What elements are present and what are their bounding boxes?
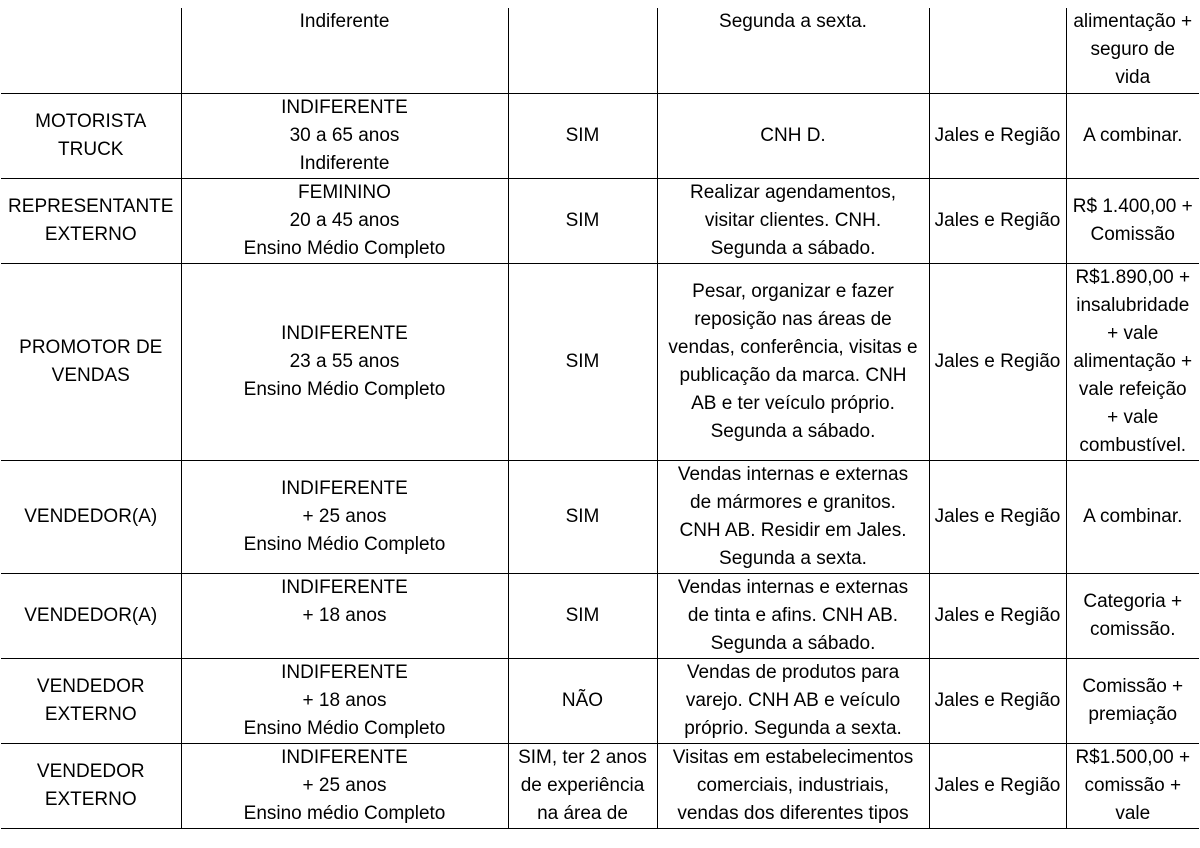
salary-cell: A combinar. bbox=[1066, 460, 1199, 573]
experience-cell: SIM bbox=[508, 263, 657, 460]
job-title-cell: REPRESENTANTE EXTERNO bbox=[1, 178, 181, 263]
experience-cell: SIM, ter 2 anos de experiência na área de bbox=[508, 743, 657, 828]
table-row bbox=[1, 178, 1199, 263]
table-row bbox=[1, 460, 1199, 573]
table-row bbox=[1, 743, 1199, 828]
requirements-cell: Realizar agendamentos, visitar clientes. CNH. Segunda a sábado. bbox=[657, 178, 929, 263]
salary-cell: Comissão + premiação bbox=[1066, 658, 1199, 743]
location-cell: Jales e Região bbox=[929, 178, 1066, 263]
location-cell: Jales e Região bbox=[929, 658, 1066, 743]
profile-cell: INDIFERENTE + 25 anos Ensino médio Completo bbox=[181, 743, 508, 828]
table-row bbox=[1, 93, 1199, 178]
table-row bbox=[1, 8, 1199, 93]
requirements-cell: Segunda a sexta. bbox=[657, 8, 929, 93]
location-cell: Jales e Região bbox=[929, 743, 1066, 828]
requirements-cell: CNH D. bbox=[657, 93, 929, 178]
location-cell bbox=[929, 8, 1066, 93]
experience-cell: SIM bbox=[508, 573, 657, 658]
job-title-cell: MOTORISTA TRUCK bbox=[1, 93, 181, 178]
job-title-cell: VENDEDOR EXTERNO bbox=[1, 658, 181, 743]
location-cell: Jales e Região bbox=[929, 93, 1066, 178]
requirements-cell: Vendas de produtos para varejo. CNH AB e veículo próprio. Segunda a sexta. bbox=[657, 658, 929, 743]
job-title-cell: VENDEDOR EXTERNO bbox=[1, 743, 181, 828]
salary-cell: alimentação + seguro de vida bbox=[1066, 8, 1199, 93]
job-title-cell bbox=[1, 8, 181, 93]
table-row bbox=[1, 573, 1199, 658]
requirements-cell: Vendas internas e externas de tinta e afins. CNH AB. Segunda a sábado. bbox=[657, 573, 929, 658]
location-cell: Jales e Região bbox=[929, 460, 1066, 573]
profile-cell: INDIFERENTE 30 a 65 anos Indiferente bbox=[181, 93, 508, 178]
requirements-cell: Visitas em estabelecimentos comerciais, industriais, vendas dos diferentes tipos bbox=[657, 743, 929, 828]
profile-cell: INDIFERENTE 23 a 55 anos Ensino Médio Completo bbox=[181, 263, 508, 460]
experience-cell: SIM bbox=[508, 93, 657, 178]
salary-cell: A combinar. bbox=[1066, 93, 1199, 178]
profile-cell: INDIFERENTE + 25 anos Ensino Médio Completo bbox=[181, 460, 508, 573]
location-cell: Jales e Região bbox=[929, 573, 1066, 658]
table-row bbox=[1, 658, 1199, 743]
profile-cell: FEMININO 20 a 45 anos Ensino Médio Completo bbox=[181, 178, 508, 263]
location-cell: Jales e Região bbox=[929, 263, 1066, 460]
salary-cell: R$ 1.400,00 + Comissão bbox=[1066, 178, 1199, 263]
job-title-cell: PROMOTOR DE VENDAS bbox=[1, 263, 181, 460]
salary-cell: R$1.500,00 + comissão + vale bbox=[1066, 743, 1199, 828]
requirements-cell: Vendas internas e externas de mármores e granitos. CNH AB. Residir em Jales. Segunda a sexta. bbox=[657, 460, 929, 573]
profile-cell: INDIFERENTE + 18 anos Ensino Médio Completo bbox=[181, 658, 508, 743]
requirements-cell: Pesar, organizar e fazer reposição nas áreas de vendas, conferência, visitas e publicação da marca. CNH AB e ter veículo próprio. Segunda a sábado. bbox=[657, 263, 929, 460]
table-row bbox=[1, 263, 1199, 460]
experience-cell: NÃO bbox=[508, 658, 657, 743]
salary-cell: Categoria + comissão. bbox=[1066, 573, 1199, 658]
experience-cell bbox=[508, 8, 657, 93]
salary-cell: R$1.890,00 + insalubridade + vale alimentação + vale refeição + vale combustível. bbox=[1066, 263, 1199, 460]
job-listings-table bbox=[1, 8, 1199, 829]
experience-cell: SIM bbox=[508, 178, 657, 263]
experience-cell: SIM bbox=[508, 460, 657, 573]
profile-cell: INDIFERENTE + 18 anos bbox=[181, 573, 508, 658]
job-title-cell: VENDEDOR(A) bbox=[1, 573, 181, 658]
profile-cell: Indiferente bbox=[181, 8, 508, 93]
job-title-cell: VENDEDOR(A) bbox=[1, 460, 181, 573]
